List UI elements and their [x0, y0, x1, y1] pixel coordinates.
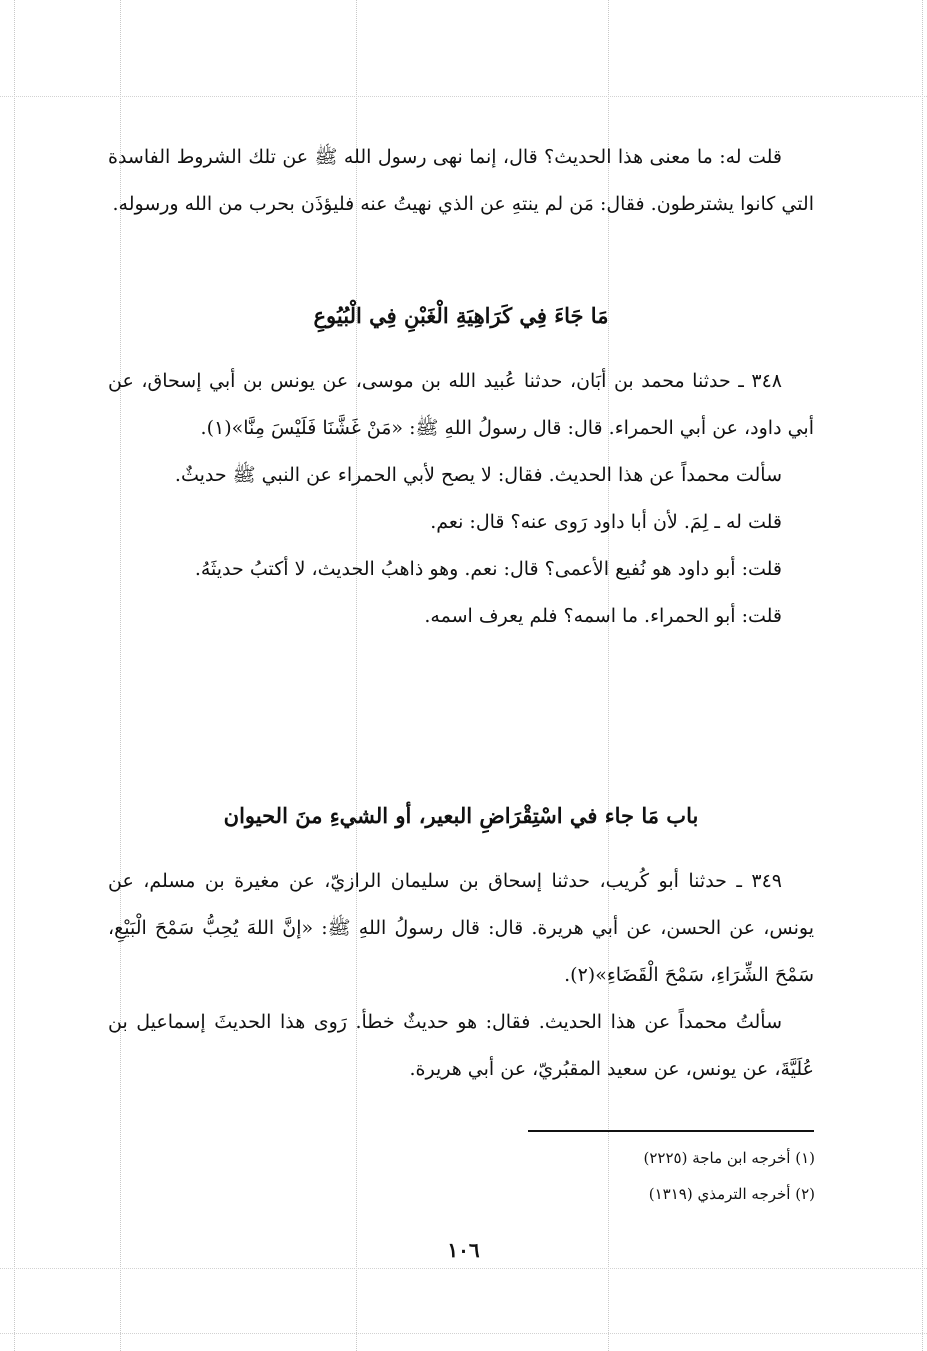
text-block-1: [108, 134, 814, 228]
paragraph: ٣٤٩ ـ حدثنا أبو كُريب، حدثنا إسحاق بن سليمان الرازيّ، عن مغيرة بن مسلم، عن يونس، عن الحسن، عن أبي هريرة. قال: قال رسولُ اللهِ ﷺ: «إنَّ اللهَ يُحِبُّ سَمْحَ الْبَيْعِ، سَمْحَ الشِّرَاءِ، سَمْحَ الْقَضَاءِ»(٢).: [108, 870, 814, 986]
footnote: (١) أخرجه ابن ماجة (٢٢٢٥): [643, 1149, 815, 1167]
text-block-2: [108, 358, 814, 640]
paragraph: قلت: أبو داود هو نُفيع الأعمى؟ قال: نعم. وهو ذاهبُ الحديث، لا أكتبُ حديثَهُ.: [194, 558, 782, 580]
paragraph: سألت محمداً عن هذا الحديث. فقال: لا يصح لأبي الحمراء عن النبي ﷺ حديثٌ.: [174, 464, 782, 486]
footnote: (٢) أخرجه الترمذي (١٣١٩): [648, 1185, 815, 1203]
paragraph: ٣٤٨ ـ حدثنا محمد بن أبَان، حدثنا عُبيد الله بن موسى، عن يونس بن أبي إسحاق، عن أبي داود، عن أبي الحمراء. قال: قال رسولُ اللهِ ﷺ: «مَنْ غَشَّنَا فَلَيْسَ مِنَّا»(١).: [108, 370, 814, 439]
footnote-separator: [528, 1130, 814, 1132]
guide-line: [0, 1333, 927, 1334]
paragraph: سألتُ محمداً عن هذا الحديث. فقال: هو حديثٌ خطأ. رَوى هذا الحديثَ إسماعيل بن عُلَيَّةَ، عن يونس، عن سعيد المقبُريّ، عن أبي هريرة.: [108, 1011, 814, 1080]
page-number: ١٠٦: [447, 1238, 480, 1262]
guide-line: [922, 0, 923, 1351]
guide-line: [14, 0, 15, 1351]
paragraph: قلت له: ما معنى هذا الحديث؟ قال، إنما نهى رسول الله ﷺ عن تلك الشروط الفاسدة التي كانوا يشترطون. فقال: مَن لم ينتهِ عن الذي نهيتُ عنه فليؤذَن بحرب من الله ورسوله.: [108, 146, 814, 215]
text-block-3: [108, 858, 814, 1093]
paragraph: قلت له ـ لِمَ. لأن أبا داود رَوى عنه؟ قال: نعم.: [430, 511, 782, 533]
guide-line: [0, 96, 927, 97]
section-heading: مَا جَاءَ فِي كَرَاهِيَةِ الْغَبْنِ فِي الْبُيُوعِ: [313, 303, 609, 328]
guide-line: [0, 1268, 927, 1269]
paragraph: قلت: أبو الحمراء. ما اسمه؟ فلم يعرف اسمه.: [424, 605, 782, 627]
section-heading: باب مَا جاء في اسْتِقْرَاضِ البعير، أو الشيءِ منَ الحيوان: [223, 803, 699, 828]
